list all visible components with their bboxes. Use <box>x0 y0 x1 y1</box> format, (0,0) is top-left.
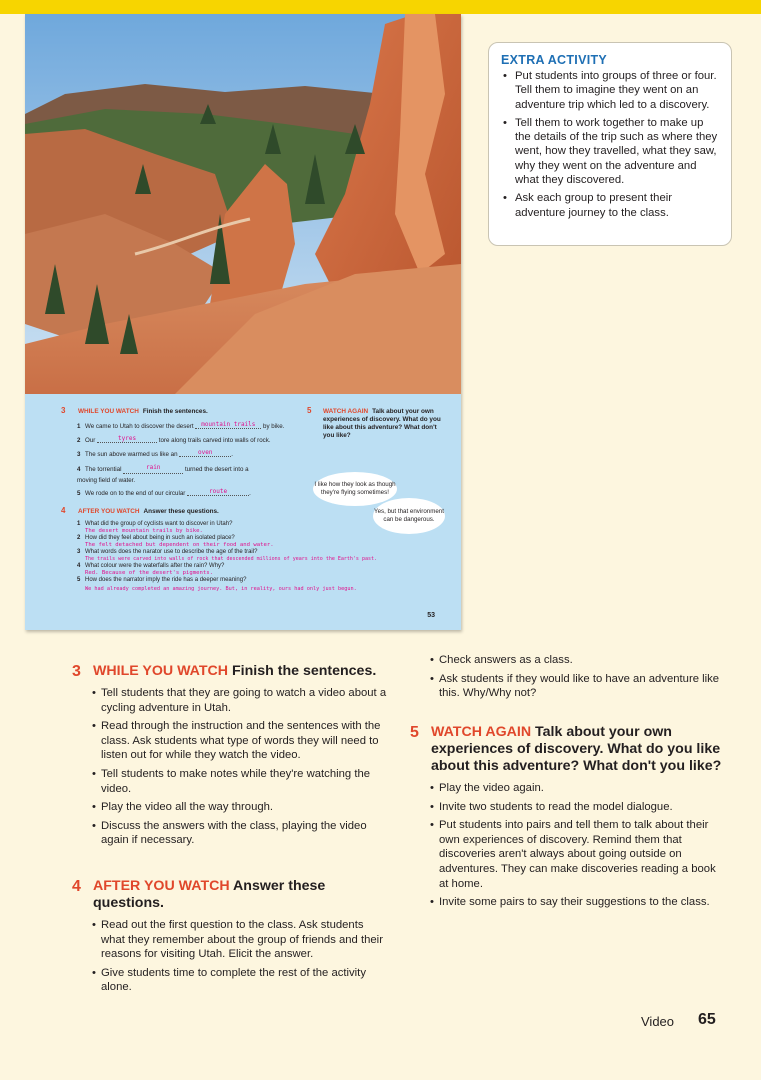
ex3-label: WHILE YOU WATCH <box>78 408 139 415</box>
list-item: • Play the video again. <box>439 781 726 796</box>
section-heading <box>410 724 726 775</box>
list-item: • Read through the instruction and the sentences with the class. Ask students what type of words they will need to listen out for while they watch the video. <box>101 719 390 763</box>
footer-section-label: Video <box>641 1014 675 1029</box>
ex5-label: WATCH AGAIN <box>323 408 369 415</box>
section-instruction: Finish the sentences. <box>232 663 377 679</box>
sentence-text: The sun above warmed us like an <box>85 451 178 458</box>
student-book-page-thumbnail <box>25 14 461 630</box>
ex4-answer-1: The desert mountain trails by bike. <box>85 528 203 534</box>
section-list <box>410 781 726 910</box>
section-watch-again <box>410 724 726 914</box>
ex5-heading <box>323 408 443 440</box>
answer-blank: oven <box>179 449 231 457</box>
section-after-you-watch-continued <box>410 653 726 705</box>
ex3-sentence-1 <box>77 423 284 431</box>
section-list <box>410 653 726 701</box>
section-heading <box>72 878 390 912</box>
question-text: What words does the narator use to describe the age of the trail? <box>85 549 258 555</box>
extra-activity-list <box>501 69 719 220</box>
canyon-photo-illustration <box>25 14 461 394</box>
answer-blank: mountain trails <box>195 421 261 429</box>
ex4-answer-5: We had already completed an amazing journey. But, in reality, ours had only just begun. <box>85 586 357 592</box>
section-while-you-watch <box>72 663 390 852</box>
section-list <box>72 686 390 848</box>
sentence-number: 1 <box>77 423 81 430</box>
sentence-text: by bike. <box>263 423 285 430</box>
section-instruction: Answer these questions. <box>93 878 326 911</box>
list-item: • Tell students to make notes while they're watching the video. <box>101 767 390 796</box>
ex4-instruction: Answer these questions. <box>143 508 219 515</box>
ex3-heading <box>78 408 208 415</box>
section-label: WHILE YOU WATCH <box>93 663 229 679</box>
ex3-sentence-2 <box>77 437 271 445</box>
speech-bubble-2: Yes, but that environment can be dangerous. <box>373 498 445 534</box>
footer-page-number: 65 <box>698 1011 716 1028</box>
ex4-question-3 <box>77 549 257 556</box>
list-item: • Invite some pairs to say their suggestions to the class. <box>439 895 726 910</box>
ex3-sentence-4 <box>77 465 267 486</box>
sentence-text: We rode on to the end of our circular <box>85 490 186 497</box>
sentence-text: turned the desert into a moving field of water. <box>77 466 249 484</box>
list-item: • Give students time to complete the rest of the activity alone. <box>101 966 390 995</box>
ex5-number: 5 <box>307 406 312 415</box>
section-number: 5 <box>410 724 419 741</box>
canyon-photo <box>25 14 461 394</box>
section-heading <box>72 663 390 680</box>
question-number: 3 <box>77 549 81 555</box>
question-text: How did they feel about being in such an isolated place? <box>85 535 235 541</box>
list-item: • Tell students that they are going to watch a video about a cycling adventure in Utah. <box>101 686 390 715</box>
list-item: • Tell them to work together to make up the details of the trip such as where they went, how they travelled, what they saw, why they went on the adventure and what they discovered. <box>515 116 719 187</box>
list-item: • Put students into pairs and tell them to talk about their own experiences of discovery. Remind them that discoveries aren't always about going outside on adventures. They can make discoveries reading a book at home. <box>439 818 726 891</box>
section-number: 4 <box>72 878 81 895</box>
ex4-answer-4: Red. Because of the desert's pigments. <box>85 570 213 576</box>
question-number: 5 <box>77 577 81 583</box>
sentence-text: . <box>249 490 251 497</box>
ex3-sentence-5 <box>77 490 251 498</box>
sentence-text: tore along trails carved into walls of rock. <box>158 437 271 444</box>
ex5-instruction: Talk about your own experiences of discovery. What do you like about this adventure? What don't you like? <box>323 408 441 439</box>
extra-activity-box <box>488 42 732 246</box>
ex4-heading <box>78 508 219 515</box>
list-item: • Play the video all the way through. <box>101 800 390 815</box>
extra-activity-title: EXTRA ACTIVITY <box>501 53 608 67</box>
list-item: • Discuss the answers with the class, playing the video again if necessary. <box>101 819 390 848</box>
sentence-text: We came to Utah to discover the desert <box>85 423 194 430</box>
section-number: 3 <box>72 663 81 680</box>
sentence-text: . <box>231 451 233 458</box>
ex4-question-1 <box>77 521 232 528</box>
ex3-number: 3 <box>61 406 66 415</box>
speech-bubble-1: I like how they look as though they're flying sometimes! <box>313 472 397 506</box>
sentence-number: 4 <box>77 466 81 473</box>
list-item: • Invite two students to read the model dialogue. <box>439 800 726 815</box>
ex4-question-4 <box>77 563 224 570</box>
section-label: AFTER YOU WATCH <box>93 878 230 894</box>
ex4-answer-2: The felt detached but dependent on their food and water. <box>85 542 274 548</box>
ex4-answer-3: The trails were carved into walls of rock that descended millions of years into the Earth's past. <box>85 556 377 562</box>
exercise-panel <box>25 394 461 630</box>
sentence-text: The torrential <box>85 466 122 473</box>
ex3-instruction: Finish the sentences. <box>142 408 208 415</box>
list-item: • Ask students if they would like to have an adventure like this. Why/Why not? <box>439 672 726 701</box>
ex4-question-5 <box>77 577 246 584</box>
answer-blank: route <box>187 488 249 496</box>
section-label: WATCH AGAIN <box>431 724 532 740</box>
answer-blank: tyres <box>97 435 157 443</box>
question-number: 2 <box>77 535 81 541</box>
section-instruction: Talk about your own experiences of discovery. What do you like about this adventure? What don't you like? <box>431 724 722 774</box>
question-text: What did the group of cyclists want to discover in Utah? <box>85 521 233 527</box>
sentence-text: Our <box>85 437 96 444</box>
list-item: • Check answers as a class. <box>439 653 726 668</box>
section-after-you-watch <box>72 878 390 999</box>
ex4-number: 4 <box>61 506 66 515</box>
ex4-label: AFTER YOU WATCH <box>78 508 140 515</box>
sentence-number: 5 <box>77 490 81 497</box>
answer-blank: rain <box>123 463 183 474</box>
top-color-bar <box>0 0 761 14</box>
sentence-number: 3 <box>77 451 81 458</box>
list-item: • Read out the first question to the class. Ask students what they remember about the group of friends and their reasons for visiting Utah. Elicit the answer. <box>101 918 390 962</box>
thumbnail-page-number: 53 <box>427 612 435 619</box>
question-number: 1 <box>77 521 81 527</box>
section-list <box>72 918 390 995</box>
question-number: 4 <box>77 563 81 569</box>
list-item: • Ask each group to present their adventure journey to the class. <box>515 191 719 220</box>
question-text: How does the narrator imply the ride has a deeper meaning? <box>85 577 247 583</box>
question-text: What colour were the waterfalls after the rain? Why? <box>85 563 225 569</box>
list-item: • Put students into groups of three or four. Tell them to imagine they went on an adventure trip which led to a discovery. <box>515 69 719 112</box>
ex3-sentence-3 <box>77 451 233 459</box>
sentence-number: 2 <box>77 437 81 444</box>
ex4-question-2 <box>77 535 235 542</box>
